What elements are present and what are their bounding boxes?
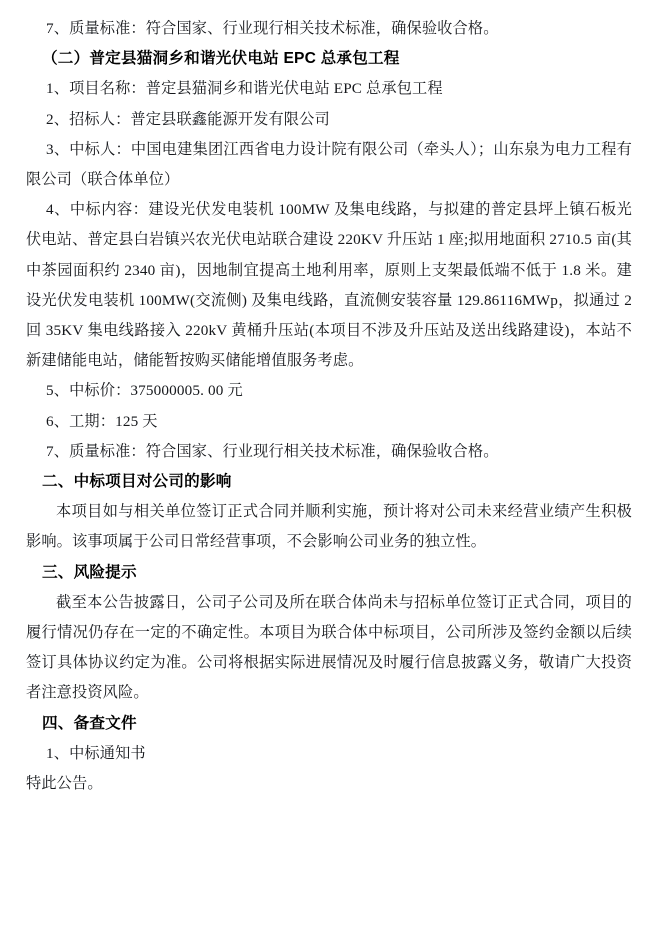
numbered-item-quality-standard-2: 7、质量标准：符合国家、行业现行相关技术标准，确保验收合格。 (46, 442, 499, 460)
numbered-item-tenderee: 2、招标人：普定县联鑫能源开发有限公司 (46, 110, 330, 128)
section-heading-documents: 四、备查文件 (42, 714, 137, 732)
numbered-item-project-name: 1、项目名称：普定县猫洞乡和谐光伏电站 EPC 总承包工程 (46, 80, 443, 98)
section-heading-risk: 三、风险提示 (42, 563, 137, 581)
section-heading-project-two: （二）普定县猫洞乡和谐光伏电站 EPC 总承包工程 (42, 50, 400, 68)
numbered-item-quality-standard-1: 7、质量标准：符合国家、行业现行相关技术标准，确保验收合格。 (46, 20, 499, 37)
paragraph-closing: 特此公告。 (26, 775, 103, 793)
section-heading-impact: 二、中标项目对公司的影响 (42, 473, 232, 491)
numbered-item-winning-scope: 4、中标内容：建设光伏发电装机 100MW 及集电线路，与拟建的普定县坪上镇石板光伏电站、普定县白岩镇兴农光伏电站联合建设 220KV 升压站 1 座;拟用地面积 2710.5 亩(其中茶园面积约 2340 亩)，因地制宜提高土地利用率，原则上支架最低端不低于 1.8 米。建设光伏发电装机 100MW(交流侧) 及集电线路，直流侧安装容量 129.86116MWp，拟通过 2 回 35KV 集电线路接入 220kV 黄桶升压站(本项目不涉及升压站及送出线路建设)，本站不新建储能电站，储能暂按购买储能增值服务考虑。 (26, 201, 632, 370)
paragraph-risk: 截至本公告披露日，公司子公司及所在联合体尚未与招标单位签订正式合同，项目的履行情况仍存在一定的不确定性。本项目为联合体中标项目，公司所涉及签约金额以后续签订具体协议约定为准。公司将根据实际进展情况及时履行信息披露义务，敬请广大投资者注意投资风险。 (26, 593, 632, 702)
paragraph-impact: 本项目如与相关单位签订正式合同并顺利实施，预计将对公司未来经营业绩产生积极影响。该事项属于公司日常经营事项，不会影响公司业务的独立性。 (26, 503, 632, 551)
numbered-item-construction-period: 6、工期：125 天 (46, 412, 158, 430)
numbered-item-notice-of-award: 1、中标通知书 (46, 744, 146, 762)
numbered-item-bid-price: 5、中标价：375000005. 00 元 (46, 382, 243, 400)
numbered-item-winning-bidder: 3、中标人：中国电建集团江西省电力设计院有限公司（牵头人）；山东泉为电力工程有限公司（联合体单位） (26, 140, 632, 189)
